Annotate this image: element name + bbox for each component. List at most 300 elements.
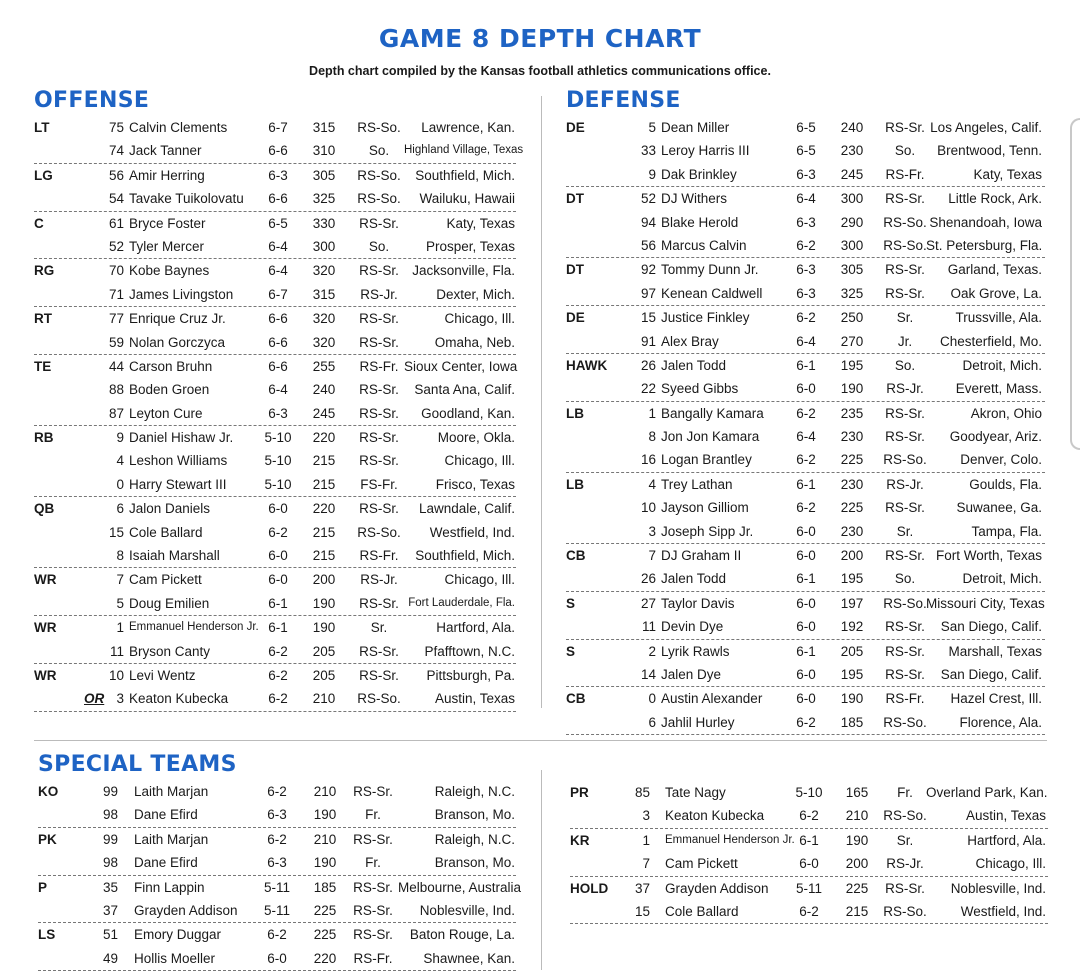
position-label: WR <box>34 667 57 683</box>
player-name: Cole Ballard <box>665 903 739 919</box>
jersey-number: 15 <box>640 310 656 326</box>
player-hometown: Chesterfield, Mo. <box>939 333 1042 349</box>
player-name: Isaiah Marshall <box>129 548 220 564</box>
position-label: DE <box>566 310 585 326</box>
position-label: P <box>38 879 48 895</box>
position-label: PK <box>38 831 57 847</box>
position-label: WR <box>34 620 57 636</box>
player-height: 6-2 <box>268 524 288 540</box>
player-row <box>566 330 1045 353</box>
player-class: RS-Jr. <box>360 286 398 302</box>
player-height: 6-6 <box>268 334 288 350</box>
player-name: Jalon Daniels <box>129 501 211 517</box>
player-name: Tate Nagy <box>665 785 726 800</box>
player-row <box>34 355 516 378</box>
player-class: RS-So. <box>883 214 927 230</box>
position-group <box>566 187 1045 258</box>
player-hometown: Denver, Colo. <box>960 452 1042 468</box>
player-name: Grayden Addison <box>665 880 769 896</box>
player-hometown: Lawndale, Calif. <box>418 501 515 517</box>
player-row <box>34 473 516 496</box>
player-class: RS-So. <box>883 595 927 611</box>
player-row <box>34 592 516 615</box>
player-class: RS-So. <box>883 903 927 919</box>
player-row <box>34 616 516 639</box>
player-row <box>570 804 1048 827</box>
position-group <box>570 829 1048 877</box>
player-height: 6-0 <box>799 856 819 872</box>
player-weight: 325 <box>312 191 336 207</box>
position-group <box>38 923 516 971</box>
player-height: 6-1 <box>268 620 288 636</box>
position-group <box>34 116 524 164</box>
player-name: Tommy Dunn Jr. <box>661 262 759 278</box>
jersey-number: 88 <box>108 382 124 398</box>
player-name: Finn Lappin <box>134 879 205 895</box>
position-group <box>566 544 1045 592</box>
player-class: RS-Fr. <box>359 548 399 564</box>
player-height: 6-3 <box>796 262 816 278</box>
offense-table <box>34 116 524 712</box>
player-class: RS-Fr. <box>885 166 925 182</box>
player-row <box>566 116 1045 139</box>
jersey-number: 4 <box>648 476 656 492</box>
position-group <box>34 355 516 426</box>
jersey-number: 91 <box>640 333 656 349</box>
position-label: CB <box>566 691 586 707</box>
player-class: FS-Fr. <box>360 476 398 492</box>
jersey-number: 77 <box>108 311 124 327</box>
player-height: 6-2 <box>799 808 819 824</box>
player-height: 6-7 <box>268 286 288 302</box>
player-hometown: Katy, Texas <box>973 166 1042 182</box>
player-weight: 190 <box>312 595 336 611</box>
player-hometown: Frisco, Texas <box>435 476 515 492</box>
special-divider <box>541 770 542 970</box>
player-hometown: Noblesville, Ind. <box>950 880 1046 896</box>
player-weight: 205 <box>840 643 864 659</box>
player-height: 6-0 <box>268 548 288 564</box>
jersey-number: 11 <box>109 643 124 659</box>
jersey-number: 3 <box>648 523 656 539</box>
player-row <box>566 306 1045 329</box>
player-weight: 210 <box>312 691 336 707</box>
offense-section <box>34 86 524 712</box>
player-height: 6-0 <box>796 381 816 397</box>
position-label: WR <box>34 572 57 588</box>
jersey-number: 7 <box>116 572 124 588</box>
player-hometown: Detroit, Mich. <box>962 357 1042 373</box>
player-hometown: Akron, Ohio <box>970 405 1042 421</box>
player-height: 6-2 <box>796 714 816 730</box>
player-weight: 225 <box>840 500 864 516</box>
player-weight: 215 <box>845 903 869 919</box>
player-row <box>34 139 524 162</box>
player-class: So. <box>368 238 390 254</box>
jersey-number: 8 <box>116 548 124 564</box>
player-hometown: Marshall, Texas <box>948 643 1042 659</box>
player-name: Hollis Moeller <box>134 950 216 966</box>
player-name: James Livingston <box>129 286 234 302</box>
player-hometown: Austin, Texas <box>965 808 1046 824</box>
player-height: 6-4 <box>796 191 816 207</box>
player-height: 6-2 <box>268 691 288 707</box>
defense-table <box>566 116 1045 735</box>
player-name: Tavake Tuikolovatu <box>129 191 244 207</box>
player-row <box>34 426 516 449</box>
player-hometown: Southfield, Mich. <box>415 548 515 564</box>
player-row <box>566 377 1045 400</box>
player-hometown: Goulds, Fla. <box>969 476 1042 492</box>
player-class: RS-So. <box>357 191 401 207</box>
player-row <box>566 544 1045 567</box>
player-name: Dak Brinkley <box>661 166 737 182</box>
position-label: TE <box>34 358 52 374</box>
player-row <box>566 711 1045 734</box>
player-weight: 330 <box>312 215 336 231</box>
player-weight: 220 <box>313 950 337 966</box>
player-hometown: St. Petersburg, Fla. <box>926 237 1043 253</box>
player-row <box>570 781 1048 804</box>
player-row <box>38 899 516 922</box>
player-weight: 210 <box>313 831 337 847</box>
player-hometown: Moore, Okla. <box>437 430 515 446</box>
player-hometown: Fort Worth, Texas <box>935 548 1042 564</box>
player-height: 5-11 <box>263 879 291 895</box>
jersey-number: 15 <box>634 903 650 919</box>
player-hometown: Branson, Mo. <box>434 855 515 871</box>
position-group <box>38 876 522 924</box>
player-name: Jack Tanner <box>129 143 202 159</box>
jersey-number: 16 <box>640 452 656 468</box>
player-weight: 245 <box>840 166 864 182</box>
player-row <box>38 780 516 803</box>
player-height: 6-4 <box>268 263 288 279</box>
player-weight: 195 <box>840 571 864 587</box>
player-weight: 230 <box>840 523 864 539</box>
player-name: Devin Dye <box>661 619 724 635</box>
player-height: 6-4 <box>796 333 816 349</box>
player-name: Carson Bruhn <box>129 358 213 374</box>
player-row <box>566 425 1045 448</box>
player-class: RS-Jr. <box>886 381 924 397</box>
player-name: Keaton Kubecka <box>129 691 229 707</box>
player-weight: 310 <box>312 143 336 159</box>
jersey-number: 98 <box>102 807 118 823</box>
player-class: Fr. <box>365 855 381 871</box>
player-row <box>34 497 516 520</box>
position-label: DT <box>566 191 584 207</box>
player-hometown: Lawrence, Kan. <box>421 120 515 135</box>
player-height: 6-2 <box>799 903 819 919</box>
player-weight: 190 <box>840 381 864 397</box>
player-hometown: Chicago, Ill. <box>444 572 515 588</box>
player-weight: 305 <box>840 262 864 278</box>
player-row <box>34 283 516 306</box>
player-class: RS-So. <box>357 167 401 183</box>
player-class: RS-Sr. <box>885 191 925 207</box>
player-class: Sr. <box>896 523 914 539</box>
player-height: 6-2 <box>267 831 287 847</box>
player-hometown: Santa Ana, Calif. <box>414 382 515 398</box>
player-class: RS-Sr. <box>359 595 399 611</box>
position-label: LB <box>566 405 584 421</box>
player-name: Joseph Sipp Jr. <box>661 523 754 539</box>
player-hometown: Katy, Texas <box>446 215 515 231</box>
player-weight: 225 <box>313 927 337 943</box>
player-height: 6-1 <box>796 643 816 659</box>
player-class: Sr. <box>370 620 388 636</box>
position-label: HOLD <box>570 880 609 896</box>
player-height: 6-0 <box>268 572 288 588</box>
player-height: 6-2 <box>267 784 287 799</box>
player-name: Kobe Baynes <box>129 263 210 279</box>
special-teams-right <box>570 781 1048 924</box>
player-weight: 210 <box>313 784 337 799</box>
player-hometown: Shenandoah, Iowa <box>929 214 1042 230</box>
player-weight: 320 <box>312 263 336 279</box>
jersey-number: 10 <box>640 500 656 516</box>
player-class: RS-Sr. <box>353 831 393 847</box>
player-class: RS-Sr. <box>353 784 393 799</box>
jersey-number: 7 <box>642 856 650 872</box>
player-row <box>566 187 1045 210</box>
position-group <box>566 592 1045 640</box>
jersey-number: 97 <box>640 285 656 301</box>
player-name: Lyrik Rawls <box>661 643 730 659</box>
player-weight: 190 <box>313 855 337 871</box>
player-class: RS-Fr. <box>353 950 393 966</box>
player-class: RS-Sr. <box>359 667 399 683</box>
player-class: Sr. <box>896 310 914 326</box>
player-row <box>38 851 516 874</box>
position-group <box>566 354 1045 402</box>
player-weight: 245 <box>312 405 336 421</box>
player-row <box>566 473 1045 496</box>
player-row <box>34 687 516 710</box>
player-row <box>34 116 516 139</box>
player-height: 6-2 <box>796 310 816 326</box>
player-name: Jahlil Hurley <box>661 714 735 730</box>
jersey-number: 9 <box>648 166 656 182</box>
player-height: 6-3 <box>267 855 287 871</box>
player-hometown: Hartford, Ala. <box>436 620 515 636</box>
player-class: RS-Sr. <box>885 262 925 278</box>
player-row <box>566 687 1045 710</box>
player-row <box>34 449 516 472</box>
player-hometown: Hartford, Ala. <box>967 832 1046 848</box>
jersey-number: 56 <box>640 237 656 253</box>
position-group <box>566 640 1045 688</box>
player-hometown: Chicago, Ill. <box>975 856 1046 872</box>
jersey-number: 10 <box>108 667 124 683</box>
jersey-number: 1 <box>642 832 650 848</box>
player-weight: 225 <box>845 880 869 896</box>
player-height: 6-3 <box>796 214 816 230</box>
player-hometown: Westfield, Ind. <box>960 903 1046 919</box>
defense-section <box>566 86 1045 735</box>
player-weight: 240 <box>840 120 864 135</box>
player-class: RS-Fr. <box>885 691 925 707</box>
player-hometown: Brentwood, Tenn. <box>937 143 1042 159</box>
position-label: RB <box>34 430 54 446</box>
player-weight: 200 <box>845 856 869 872</box>
jersey-number: 0 <box>116 476 124 492</box>
player-row <box>566 640 1045 663</box>
position-group <box>34 259 516 307</box>
player-weight: 210 <box>845 808 869 824</box>
player-class: RS-So. <box>357 120 401 135</box>
player-hometown: Prosper, Texas <box>425 238 515 254</box>
jersey-number: 51 <box>102 927 118 943</box>
player-row <box>566 258 1045 281</box>
jersey-number: 6 <box>116 501 124 517</box>
position-group <box>570 877 1048 925</box>
player-hometown: Austin, Texas <box>434 691 515 707</box>
section-divider <box>34 740 1047 741</box>
player-height: 6-1 <box>796 571 816 587</box>
player-weight: 215 <box>312 548 336 564</box>
player-height: 6-6 <box>268 191 288 207</box>
player-class: RS-Sr. <box>359 405 399 421</box>
player-class: RS-So. <box>883 808 927 824</box>
player-name: Justice Finkley <box>661 310 750 326</box>
player-height: 6-5 <box>268 215 288 231</box>
player-name: Bryce Foster <box>129 215 206 231</box>
player-row <box>34 544 516 567</box>
player-row <box>34 259 516 282</box>
player-name: Kenean Caldwell <box>661 285 763 301</box>
player-weight: 190 <box>845 832 869 848</box>
player-height: 6-2 <box>267 927 287 943</box>
player-hometown: Overland Park, Kan. <box>926 785 1048 800</box>
player-hometown: Dexter, Mich. <box>436 286 515 302</box>
player-hometown: Jacksonville, Fla. <box>412 263 515 279</box>
player-name: Enrique Cruz Jr. <box>129 311 226 327</box>
jersey-number: 49 <box>102 950 118 966</box>
jersey-number: 92 <box>640 262 656 278</box>
jersey-number: 56 <box>108 167 124 183</box>
player-name: Trey Lathan <box>661 476 733 492</box>
position-group <box>566 306 1045 354</box>
player-name: DJ Withers <box>661 191 728 207</box>
player-class: RS-So. <box>357 524 401 540</box>
player-class: RS-Sr. <box>885 500 925 516</box>
player-row <box>34 640 516 663</box>
jersey-number: 59 <box>108 334 124 350</box>
player-name: Doug Emilien <box>129 595 210 611</box>
offense-heading: OFFENSE <box>34 88 150 113</box>
special-teams-section <box>38 750 522 971</box>
player-row <box>566 234 1045 257</box>
player-name: Amir Herring <box>129 167 205 183</box>
scroll-handle[interactable] <box>1070 118 1080 450</box>
special-teams-heading: SPECIAL TEAMS <box>38 752 237 777</box>
player-weight: 225 <box>313 902 337 918</box>
player-name: Calvin Clements <box>129 120 228 135</box>
player-name: Leshon Williams <box>129 453 228 469</box>
player-row <box>34 378 516 401</box>
player-height: 6-2 <box>796 405 816 421</box>
player-name: Leyton Cure <box>129 405 203 421</box>
player-weight: 300 <box>840 191 864 207</box>
position-label: RG <box>34 263 55 279</box>
position-label: KO <box>38 784 59 799</box>
player-hometown: Wailuku, Hawaii <box>419 191 515 207</box>
jersey-number: 1 <box>116 620 124 636</box>
player-row <box>34 307 516 330</box>
jersey-number: 8 <box>648 429 656 445</box>
player-weight: 190 <box>840 691 864 707</box>
player-weight: 230 <box>840 476 864 492</box>
jersey-number: 94 <box>640 214 656 230</box>
player-name: Nolan Gorczyca <box>129 334 226 350</box>
position-label: C <box>34 215 44 231</box>
player-hometown: Garland, Texas. <box>947 262 1042 278</box>
player-weight: 220 <box>312 501 336 517</box>
position-label: LT <box>34 120 50 135</box>
jersey-number: 26 <box>640 357 656 373</box>
player-class: RS-Sr. <box>353 902 393 918</box>
player-hometown: Little Rock, Ark. <box>948 191 1042 207</box>
jersey-number: 27 <box>640 595 656 611</box>
player-class: RS-Sr. <box>359 643 399 659</box>
player-weight: 240 <box>312 382 336 398</box>
player-height: 6-3 <box>796 285 816 301</box>
player-hometown: Chicago, Ill. <box>444 453 515 469</box>
player-hometown: Pittsburgh, Pa. <box>426 667 515 683</box>
player-class: RS-Sr. <box>359 453 399 469</box>
jersey-number: 7 <box>648 548 656 564</box>
player-class: RS-So. <box>883 452 927 468</box>
position-group <box>38 828 516 876</box>
player-hometown: Suwanee, Ga. <box>956 500 1042 516</box>
player-class: Fr. <box>897 785 913 800</box>
player-name: Dane Efird <box>134 807 198 823</box>
jersey-number: 35 <box>102 879 118 895</box>
player-row <box>38 947 516 970</box>
player-hometown: Tampa, Fla. <box>971 523 1042 539</box>
player-weight: 315 <box>312 286 336 302</box>
position-group <box>570 781 1048 829</box>
player-class: RS-Sr. <box>353 879 393 895</box>
player-hometown: Detroit, Mich. <box>962 571 1042 587</box>
player-height: 6-6 <box>268 143 288 159</box>
position-label: KR <box>570 832 590 848</box>
player-class: RS-Sr. <box>885 285 925 301</box>
player-row <box>566 402 1045 425</box>
player-height: 6-0 <box>796 666 816 682</box>
player-class: RS-Sr. <box>359 430 399 446</box>
player-height: 6-3 <box>796 166 816 182</box>
player-height: 6-3 <box>268 405 288 421</box>
special-teams-left-table <box>38 780 522 971</box>
player-height: 5-10 <box>264 453 292 469</box>
player-weight: 300 <box>840 237 864 253</box>
player-row <box>566 496 1045 519</box>
player-weight: 215 <box>312 476 336 492</box>
player-height: 6-4 <box>268 238 288 254</box>
player-class: RS-Sr. <box>359 501 399 517</box>
player-row <box>566 592 1045 615</box>
player-weight: 315 <box>312 120 336 135</box>
player-row <box>34 521 516 544</box>
player-name: Keaton Kubecka <box>665 808 765 824</box>
jersey-number: 75 <box>108 120 124 135</box>
player-hometown: Omaha, Neb. <box>434 334 515 350</box>
position-group <box>34 164 516 212</box>
player-hometown: Highland Village, Texas <box>404 144 524 157</box>
